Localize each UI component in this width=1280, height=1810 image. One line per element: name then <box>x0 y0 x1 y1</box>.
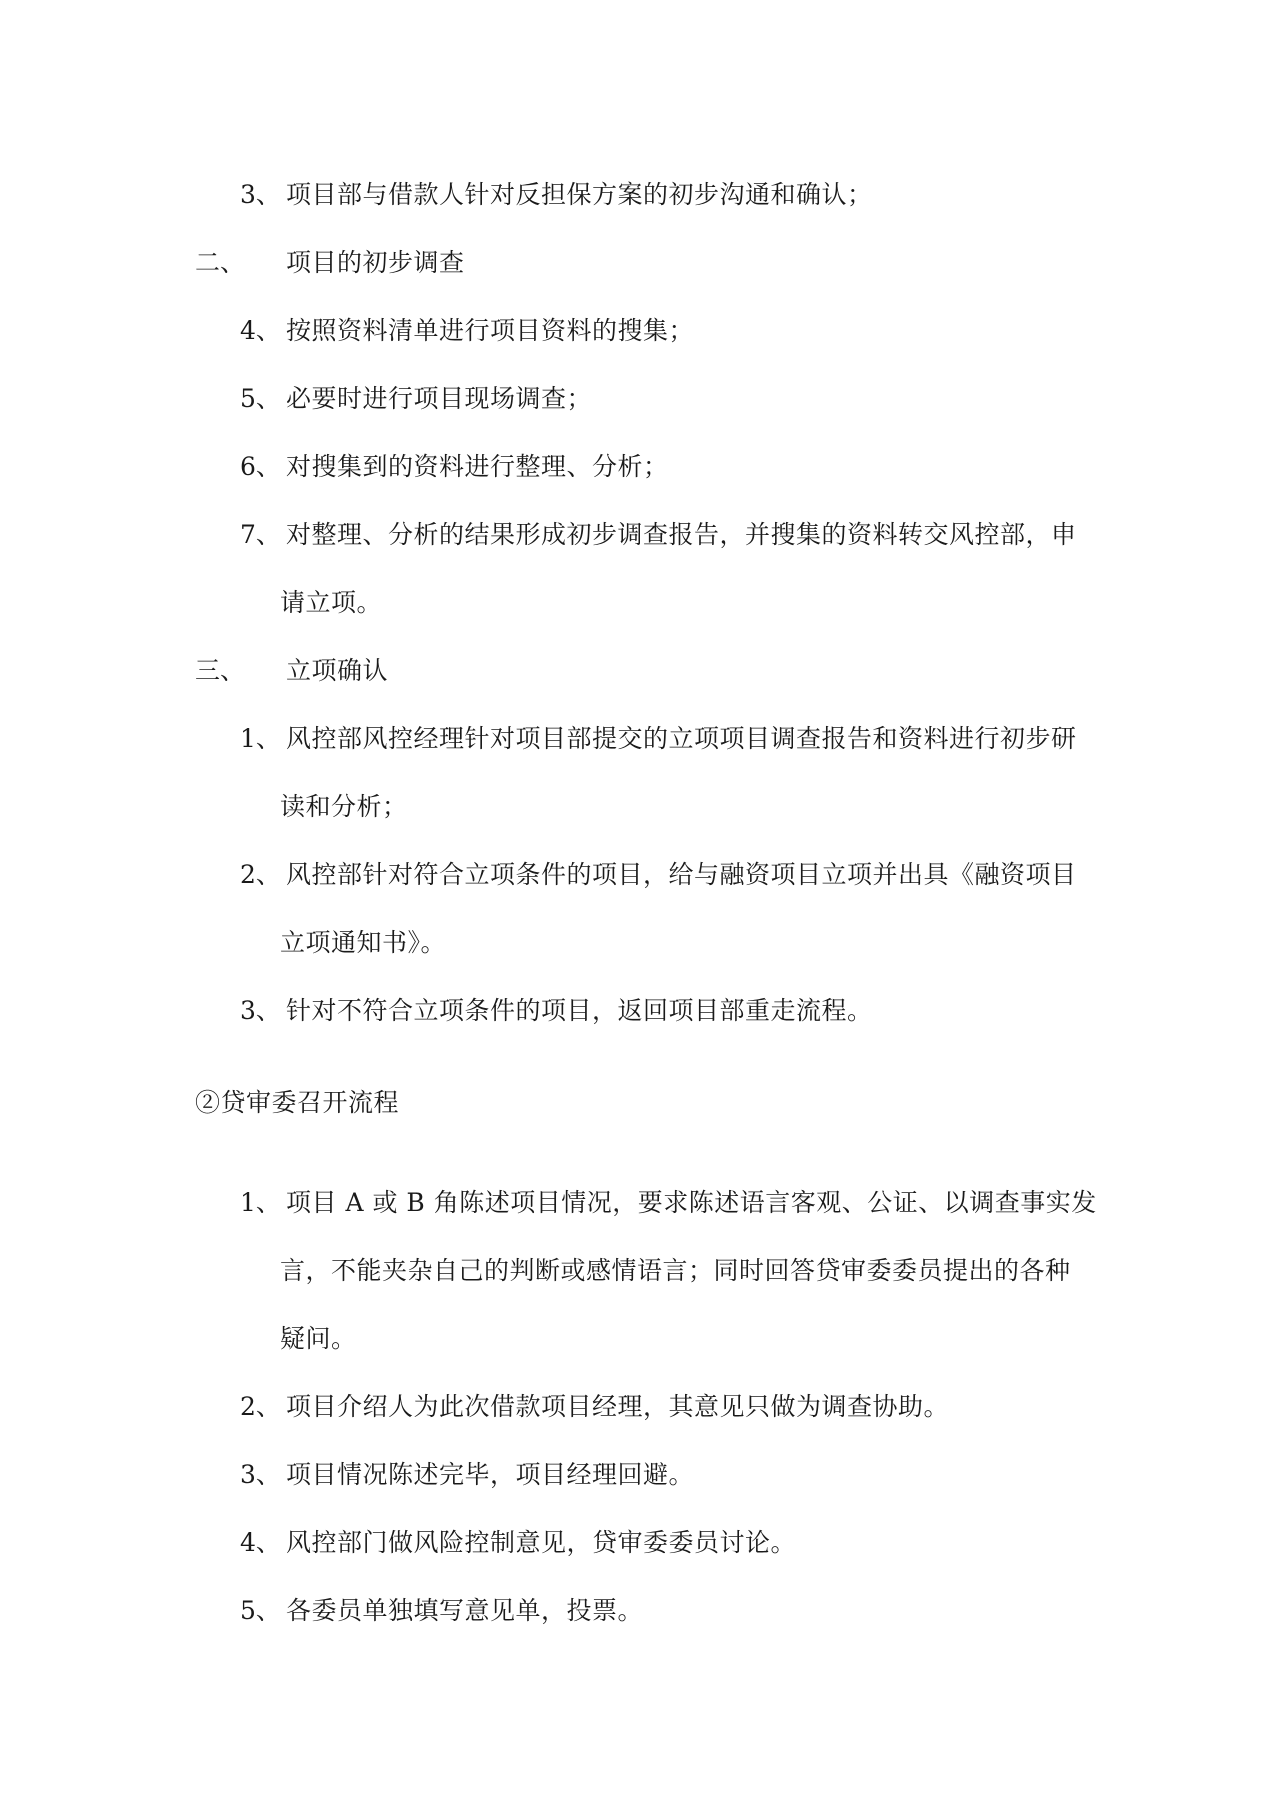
list-item-text: 按照资料清单进行项目资料的搜集； <box>286 316 695 345</box>
list-number: 5、 <box>240 384 281 413</box>
list-number: 3、 <box>240 180 281 209</box>
list-item-text: 项目介绍人为此次借款项目经理，其意见只做为调查协助。 <box>286 1392 950 1421</box>
list-item-continuation: 疑问。 <box>280 1324 357 1353</box>
list-item-continuation: 读和分析； <box>280 792 408 821</box>
list-number: 6、 <box>240 452 281 481</box>
list-item-text: 对整理、分析的结果形成初步调查报告，并搜集的资料转交风控部，申 <box>286 520 1077 549</box>
list-number: 4、 <box>240 316 281 345</box>
section-title: 立项确认 <box>286 656 389 685</box>
list-item-text: 项目部与借款人针对反担保方案的初步沟通和确认； <box>286 180 873 209</box>
list-number: 7、 <box>240 520 281 549</box>
list-item-continuation: 言，不能夹杂自己的判断或感情语言；同时回答贷审委委员提出的各种 <box>280 1256 1071 1285</box>
list-item-text: 针对不符合立项条件的项目，返回项目部重走流程。 <box>286 996 873 1025</box>
list-item-text: 风控部门做风险控制意见，贷审委委员讨论。 <box>286 1528 797 1557</box>
list-number: 3、 <box>240 996 281 1025</box>
list-item-text: 风控部风控经理针对项目部提交的立项项目调查报告和资料进行初步研 <box>286 724 1077 753</box>
list-item-text: 各委员单独填写意见单，投票。 <box>286 1596 644 1625</box>
list-number: 5、 <box>240 1596 281 1625</box>
list-number: 3、 <box>240 1460 281 1489</box>
section-title: 项目的初步调查 <box>286 248 465 277</box>
list-item-text: 对搜集到的资料进行整理、分析； <box>286 452 669 481</box>
list-number: 4、 <box>240 1528 281 1557</box>
list-item-continuation: 立项通知书》。 <box>280 928 447 957</box>
list-item-text: 必要时进行项目现场调查； <box>286 384 593 413</box>
subsection-heading: ②贷审委召开流程 <box>195 1088 400 1117</box>
list-number: 2、 <box>240 860 281 889</box>
list-number: 2、 <box>240 1392 281 1421</box>
list-item-text: 风控部针对符合立项条件的项目，给与融资项目立项并出具《融资项目 <box>286 860 1077 889</box>
list-item-continuation: 请立项。 <box>280 588 383 617</box>
section-number: 三、 <box>195 656 246 685</box>
list-item-text: 项目 A 或 B 角陈述项目情况，要求陈述语言客观、公证、以调查事实发 <box>286 1188 1097 1217</box>
list-number: 1、 <box>240 1188 281 1217</box>
list-item-text: 项目情况陈述完毕，项目经理回避。 <box>286 1460 695 1489</box>
list-number: 1、 <box>240 724 281 753</box>
section-number: 二、 <box>195 248 246 277</box>
